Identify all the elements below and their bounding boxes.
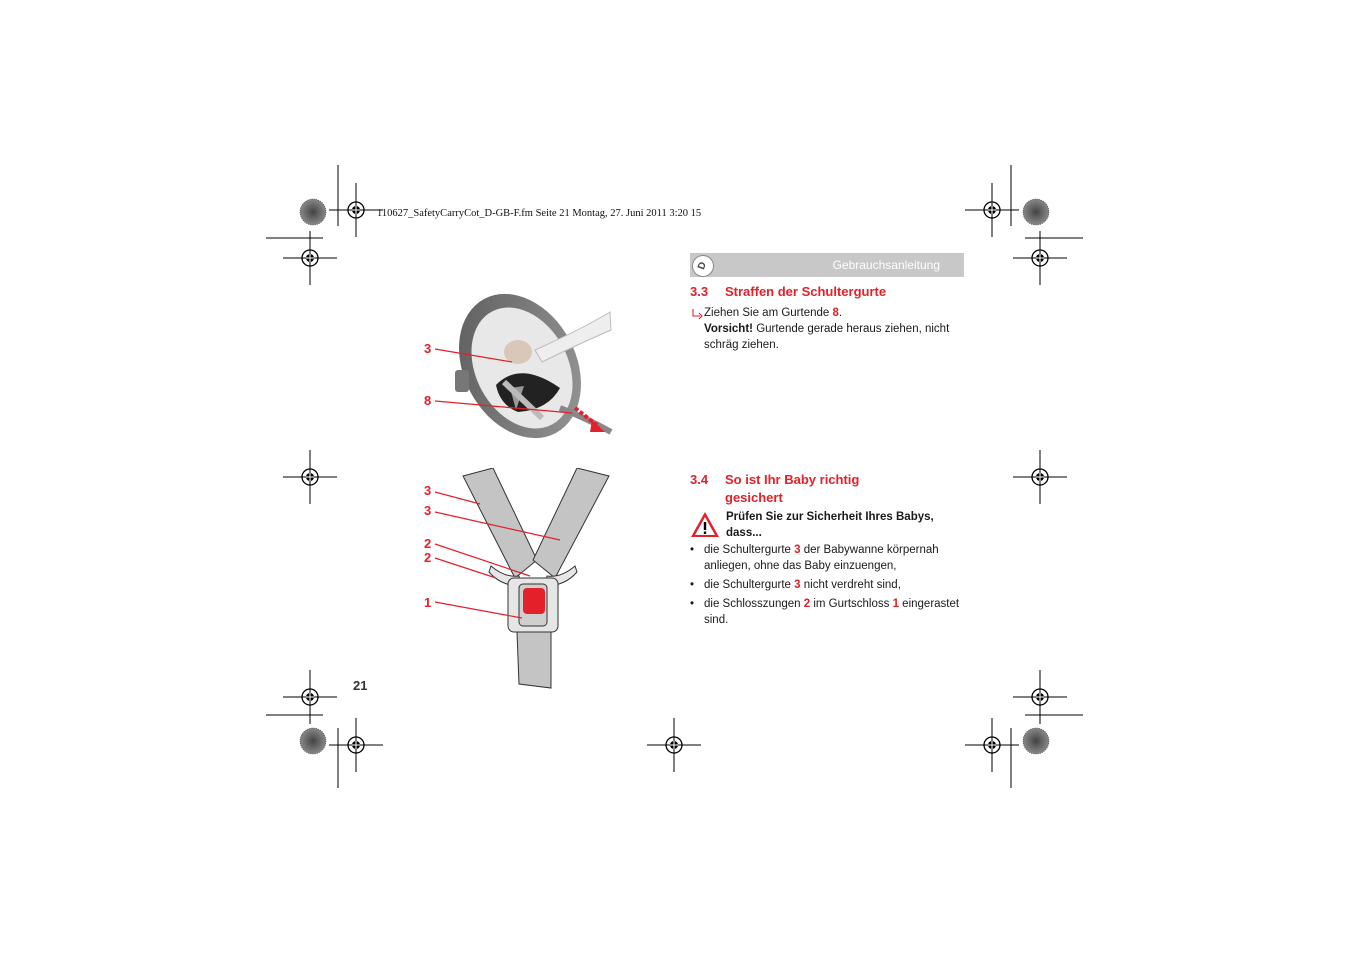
language-badge: D: [689, 252, 717, 280]
bullet-text: im Gurtschloss: [810, 598, 893, 610]
list-item: [690, 542, 962, 574]
callout-leader-lines-fig1: [434, 340, 584, 420]
section-3-4-heading: [690, 471, 964, 507]
bullet-text: eingerastet sind.: [704, 598, 960, 626]
callout-3-fig1: 3: [424, 341, 432, 356]
callout-1-fig2: 1: [424, 595, 432, 610]
callout-2b-fig2: 2: [424, 550, 432, 565]
caution-text: Gurtende gerade heraus ziehen, nicht schräg ziehen.: [704, 323, 950, 351]
step-instruction: [704, 305, 966, 321]
page-number: 21: [353, 678, 368, 693]
callout-2a-fig2: 2: [424, 536, 432, 551]
ref-3: 3: [794, 579, 801, 591]
warning-text: Prüfen Sie zur Sicherheit Ihres Babys, dass...: [726, 511, 934, 539]
list-item: [690, 577, 962, 593]
caution-label: Vorsicht!: [704, 323, 753, 335]
section-header-bar: [690, 253, 964, 277]
ref-2: 2: [803, 598, 811, 610]
section-3-3-title: Straffen der Schultergurte: [725, 284, 887, 299]
callout-8-fig1: 8: [424, 393, 432, 408]
warning-triangle-icon: [690, 511, 720, 538]
header-title: Gebrauchsanleitung: [832, 258, 940, 272]
callout-leader-lines-fig2: [434, 480, 574, 640]
bullet-text: die Schlosszungen: [704, 598, 804, 610]
step-suffix: .: [838, 307, 843, 319]
list-item: [690, 596, 962, 628]
caution-note: [704, 321, 966, 353]
section-3-3-body: [704, 305, 966, 353]
ref-1: 1: [892, 598, 899, 610]
ref-8: 8: [832, 307, 839, 319]
callout-3a-fig2: 3: [424, 483, 432, 498]
bullet-text: der Babywanne körpernah anliegen, ohne das Baby einzuengen,: [704, 544, 939, 572]
bullet-text: nicht verdreht sind,: [800, 579, 901, 591]
ref-3: 3: [794, 544, 801, 556]
section-3-4-title: So ist Ihr Baby richtig gesichert: [725, 472, 860, 505]
section-3-3-number: 3.3: [690, 284, 709, 299]
file-info: 110627_SafetyCarryCot_D-GB-F.fm Seite 21 Montag, 27. Juni 2011 3:20 15: [377, 208, 702, 219]
check-list: [690, 542, 962, 631]
action-arrow-icon: [691, 307, 705, 321]
bullet-text: die Schultergurte: [704, 579, 795, 591]
section-3-3-heading: [690, 283, 964, 301]
step-text: Ziehen Sie am Gurtende: [704, 307, 833, 319]
callout-3b-fig2: 3: [424, 503, 432, 518]
bullet-text: die Schultergurte: [704, 544, 795, 556]
section-3-4-number: 3.4: [690, 472, 709, 487]
